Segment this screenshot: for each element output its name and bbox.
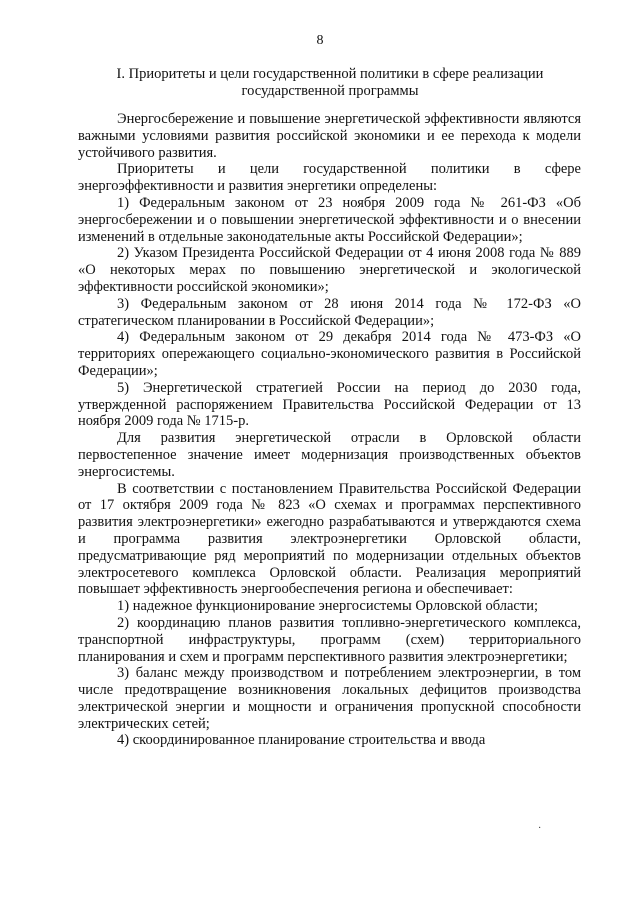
list-item-law-473: 4) Федеральным законом от 29 декабря 2014 года № 473-ФЗ «О территориях опережающего социально-экономического развития в Российской Федерации»; (78, 329, 581, 379)
list-item-coordination: 2) координацию планов развития топливно-энергетического комплекса, транспортной инфраструктуры, программ (схем) территориального планирования и схем и программ перспективного развития электроэнергетики; (78, 614, 581, 665)
paragraph-resolution-823: В соответствии с постановлением Правительства Российской Федерации от 17 октября 2009 года № 823 «О схемах и программах перспективного развития электроэнергетики» ежегодно разрабатываются и утверждаются схема и программа развития электроэнергетики Орловской области, предусматривающие ряд мероприятий по модернизации отдельных объектов электросетевого комплекса Орловской области. Реализация мероприятий повышает эффективность энергообеспечения региона и обеспечивает: (78, 480, 581, 598)
list-item-coordinated-planning: 4) скоординированное планирование строительства и ввода (117, 732, 486, 749)
page-number: 8 (316, 33, 324, 48)
list-item-energy-strategy: 5) Энергетической стратегией России на период до 2030 года, утвержденной распоряжением Правительства Российской Федерации от 13 ноября 2009 года № 1715-р. (78, 379, 581, 430)
list-item-decree-889: 2) Указом Президента Российской Федерации от 4 июня 2008 года № 889 «О некоторых мерах по повышению энергетической и экологической эффективности российской экономики»; (78, 245, 581, 295)
scan-mark: · (538, 823, 542, 834)
list-item-balance: 3) баланс между производством и потреблением электроэнергии, в том числе предотвращение возникновения локальных дефицитов производства электрической энергии и мощности и ограничения пропускной способности электрических сетей; (78, 665, 581, 732)
list-item-reliable-operation: 1) надежное функционирование энергосистемы Орловской области; (117, 598, 538, 615)
paragraph-modernization: Для развития энергетической отрасли в Орловской области первостепенное значение имеет модернизация производственных объектов энергосистемы. (78, 430, 581, 480)
paragraph-intro: Энергосбережение и повышение энергетической эффективности являются важными условиями развития российской экономики и ее перехода к модели устойчивого развития. (78, 111, 581, 161)
list-item-law-261: 1) Федеральным законом от 23 ноября 2009 года № 261-ФЗ «Об энергосбережении и о повышении энергетической эффективности и о внесении изменений в отдельные законодательные акты Российской Федерации»; (78, 194, 581, 245)
paragraph-priorities: Приоритеты и цели государственной политики в сфере энергоэффективности и развития энергетики определены: (78, 161, 581, 195)
document-body (78, 111, 581, 749)
list-item-law-172: 3) Федеральным законом от 28 июня 2014 года № 172-ФЗ «О стратегическом планировании в Российской Федерации»; (78, 295, 581, 329)
section-heading: I. Приоритеты и цели государственной политики в сфере реализации государственной программы (116, 66, 544, 99)
